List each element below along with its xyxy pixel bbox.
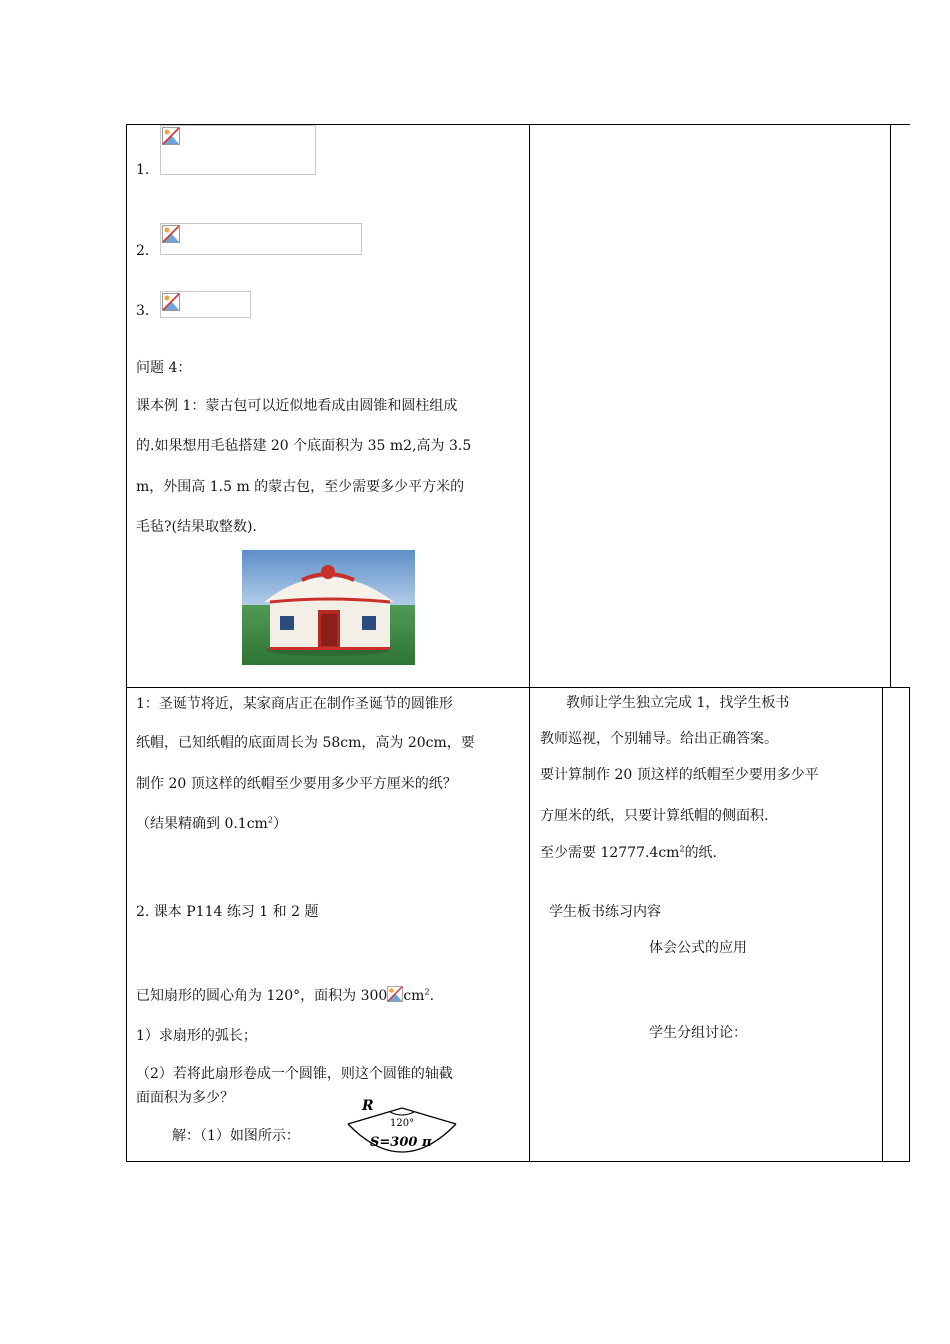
solution-text: 解：（1）如图所示： — [172, 1128, 300, 1144]
teacher-note-3: 要计算制作 20 顶这样的纸帽至少要用多少平 — [540, 767, 819, 783]
sector-area-label: S=300 π — [370, 1135, 432, 1150]
item-number-2: 2. — [136, 243, 150, 259]
table-bottom-border — [126, 1161, 910, 1162]
teacher-note-6: 学生板书练习内容 — [549, 904, 661, 920]
question-4-label: 问题 4： — [136, 360, 192, 376]
column-divider — [529, 124, 530, 1162]
broken-image-icon — [162, 293, 180, 311]
example-text-line-4: 毛毡?(结果取整数). — [136, 519, 257, 535]
teacher-note-5: 至少需要 $12777.4cm^2$的纸. — [540, 844, 718, 861]
sector-diagram — [340, 1094, 470, 1162]
formula-image-2 — [160, 223, 362, 255]
sub-question-2-line-1: （2）若将此扇形卷成一个圆锥，则这个圆锥的轴截 — [136, 1066, 453, 1082]
exercise-1-line-4: （结果精确到 $0.1cm^2$） — [136, 815, 287, 832]
yurt-photo — [242, 550, 415, 665]
sector-problem-text: 已知扇形的圆心角为 120°，面积为 300 $cm^2$. — [136, 987, 435, 1004]
exercise-2-text: 2. 课本 P114 练习 1 和 2 题 — [136, 904, 319, 920]
exercise-1-line-2: 纸帽，已知纸帽的底面周长为 58cm，高为 20cm，要 — [136, 735, 475, 751]
broken-image-icon — [162, 225, 180, 243]
example-text-line-3: m，外围高 1.5 m 的蒙古包，至少需要多少平方米的 — [136, 479, 465, 495]
teacher-note-8: 学生分组讨论： — [649, 1025, 747, 1041]
upper-right-border — [890, 124, 891, 688]
sub-question-1: 1）求扇形的弧长； — [136, 1028, 257, 1044]
item-number-1: 1. — [136, 162, 150, 178]
sector-angle-label: 120° — [390, 1118, 415, 1129]
teacher-note-2: 教师巡视，个别辅导。给出正确答案。 — [540, 731, 778, 747]
broken-image-icon — [162, 127, 180, 145]
formula-image-1 — [160, 125, 316, 175]
teacher-note-1: 教师让学生独立完成 1，找学生板书 — [566, 695, 790, 711]
row-divider — [126, 687, 910, 688]
example-text-line-1: 课本例 1：蒙古包可以近似地看成由圆锥和圆柱组成 — [136, 398, 458, 414]
lower-right-outer-border — [909, 687, 910, 1162]
sub-question-2-line-2: 面面积为多少？ — [136, 1090, 234, 1106]
teacher-note-4: 方厘米的纸，只要计算纸帽的侧面积. — [540, 808, 769, 824]
broken-image-icon — [387, 986, 403, 1002]
teacher-note-7: 体会公式的应用 — [649, 940, 747, 956]
example-text-line-2: 的.如果想用毛毡搭建 20 个底面积为 35 m2,高为 3.5 — [136, 438, 472, 454]
exercise-1-line-1: 1：圣诞节将近，某家商店正在制作圣诞节的圆锥形 — [136, 696, 453, 712]
table-left-border — [126, 124, 127, 1162]
sector-radius-label: R — [362, 1098, 374, 1114]
exercise-1-line-3: 制作 20 顶这样的纸帽至少要用多少平方厘米的纸？ — [136, 776, 457, 792]
item-number-3: 3. — [136, 303, 150, 319]
lower-right-inner-border — [882, 687, 883, 1162]
